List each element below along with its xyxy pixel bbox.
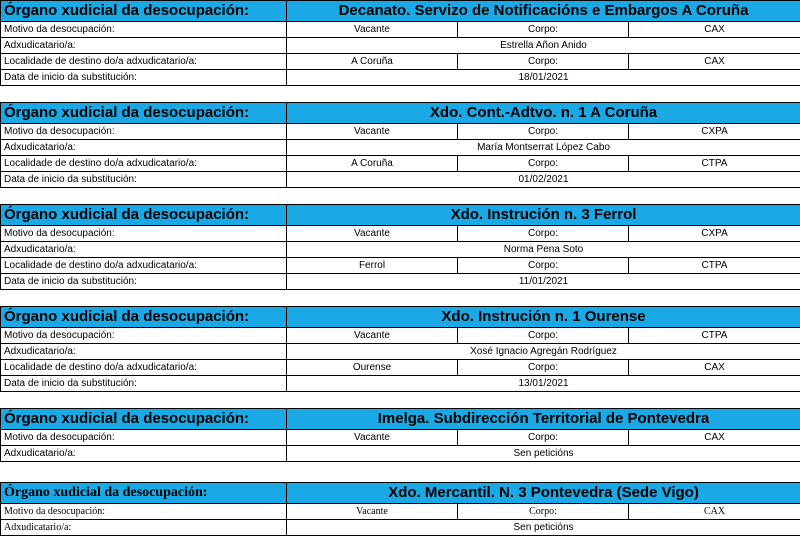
organ-name: Xdo. Instrución n. 3 Ferrol (287, 205, 800, 226)
reason-row (1, 328, 800, 344)
corps-label: Corpo: (458, 54, 629, 70)
start-date-label: Data de inicio da substitución: (1, 274, 287, 290)
organ-label: Órgano xudicial da desocupación: (1, 103, 287, 124)
corps-label: Corpo: (458, 124, 629, 140)
start-date-row (1, 70, 800, 86)
vacancy-block (0, 204, 800, 290)
assignee-label: Adxudicatario/a: (1, 344, 287, 360)
assignee-row (1, 520, 800, 536)
locality-row (1, 258, 800, 274)
assignee-row (1, 344, 800, 360)
start-date-value: 01/02/2021 (287, 172, 800, 188)
corps-label: Corpo: (458, 258, 629, 274)
vacancy-block (0, 306, 800, 392)
reason-value: Vacante (287, 328, 458, 344)
corps-label: Corpo: (458, 328, 629, 344)
start-date-label: Data de inicio da substitución: (1, 376, 287, 392)
vacancy-block (0, 0, 800, 86)
assignee-label: Adxudicatario/a: (1, 520, 287, 536)
locality-label: Localidade de destino do/a adxudicatario/a: (1, 360, 287, 376)
reason-label: Motivo da desocupación: (1, 430, 287, 446)
reason-row (1, 430, 800, 446)
assignee-value: Sen peticións (287, 446, 800, 462)
organ-name: Decanato. Servizo de Notificacións e Embargos A Coruña (287, 1, 800, 22)
corps-label: Corpo: (458, 22, 629, 38)
block-header (1, 307, 800, 328)
reason-label: Motivo da desocupación: (1, 504, 287, 520)
start-date-value: 18/01/2021 (287, 70, 800, 86)
locality-corps-value: CAX (629, 360, 800, 376)
reason-label: Motivo da desocupación: (1, 124, 287, 140)
start-date-label: Data de inicio da substitución: (1, 70, 287, 86)
locality-label: Localidade de destino do/a adxudicatario/a: (1, 54, 287, 70)
corps-value: CAX (629, 504, 800, 520)
corps-label: Corpo: (458, 226, 629, 242)
organ-label: Órgano xudicial da desocupación: (1, 1, 287, 22)
start-date-label: Data de inicio da substitución: (1, 172, 287, 188)
organ-label: Órgano xudicial da desocupación: (1, 483, 287, 504)
assignee-label: Adxudicatario/a: (1, 38, 287, 54)
organ-name: Xdo. Mercantil. N. 3 Pontevedra (Sede Vigo) (287, 483, 800, 504)
assignee-value: Estrella Añon Anido (287, 38, 800, 54)
locality-row (1, 54, 800, 70)
assignee-row (1, 38, 800, 54)
reason-value: Vacante (287, 504, 458, 520)
start-date-row (1, 376, 800, 392)
locality-value: A Coruña (287, 156, 458, 172)
corps-value: CXPA (629, 226, 800, 242)
assignee-value: Norma Pena Soto (287, 242, 800, 258)
locality-row (1, 360, 800, 376)
block-header (1, 1, 800, 22)
block-header (1, 409, 800, 430)
locality-label: Localidade de destino do/a adxudicatario/a: (1, 258, 287, 274)
assignee-row (1, 242, 800, 258)
corps-label: Corpo: (458, 156, 629, 172)
corps-value: CTPA (629, 328, 800, 344)
locality-value: Ourense (287, 360, 458, 376)
reason-row (1, 124, 800, 140)
reason-value: Vacante (287, 22, 458, 38)
reason-row (1, 504, 800, 520)
organ-label: Órgano xudicial da desocupación: (1, 307, 287, 328)
assignee-row (1, 140, 800, 156)
locality-corps-value: CTPA (629, 156, 800, 172)
assignee-label: Adxudicatario/a: (1, 446, 287, 462)
reason-value: Vacante (287, 124, 458, 140)
block-header (1, 483, 800, 504)
assignee-label: Adxudicatario/a: (1, 140, 287, 156)
start-date-row (1, 274, 800, 290)
locality-corps-value: CTPA (629, 258, 800, 274)
locality-value: A Coruña (287, 54, 458, 70)
vacancy-block (0, 102, 800, 188)
reason-row (1, 22, 800, 38)
assignee-value: Xosé Ignacio Agregán Rodríguez (287, 344, 800, 360)
block-header (1, 103, 800, 124)
corps-value: CXPA (629, 124, 800, 140)
corps-value: CAX (629, 430, 800, 446)
organ-name: Imelga. Subdirección Territorial de Pontevedra (287, 409, 800, 430)
assignee-row (1, 446, 800, 462)
organ-label: Órgano xudicial da desocupación: (1, 409, 287, 430)
reason-value: Vacante (287, 226, 458, 242)
reason-row (1, 226, 800, 242)
corps-label: Corpo: (458, 360, 629, 376)
locality-row (1, 156, 800, 172)
start-date-value: 13/01/2021 (287, 376, 800, 392)
vacancy-block (0, 408, 800, 462)
locality-label: Localidade de destino do/a adxudicatario/a: (1, 156, 287, 172)
reason-label: Motivo da desocupación: (1, 226, 287, 242)
organ-label: Órgano xudicial da desocupación: (1, 205, 287, 226)
start-date-row (1, 172, 800, 188)
corps-value: CAX (629, 22, 800, 38)
reason-value: Vacante (287, 430, 458, 446)
reason-label: Motivo da desocupación: (1, 328, 287, 344)
assignee-label: Adxudicatario/a: (1, 242, 287, 258)
reason-label: Motivo da desocupación: (1, 22, 287, 38)
assignee-value: Sen peticións (287, 520, 800, 536)
locality-corps-value: CAX (629, 54, 800, 70)
start-date-value: 11/01/2021 (287, 274, 800, 290)
corps-label: Corpo: (458, 430, 629, 446)
organ-name: Xdo. Cont.-Adtvo. n. 1 A Coruña (287, 103, 800, 124)
organ-name: Xdo. Instrución n. 1 Ourense (287, 307, 800, 328)
vacancy-block (0, 482, 800, 536)
block-header (1, 205, 800, 226)
assignee-value: María Montserrat López Cabo (287, 140, 800, 156)
locality-value: Ferrol (287, 258, 458, 274)
corps-label: Corpo: (458, 504, 629, 520)
